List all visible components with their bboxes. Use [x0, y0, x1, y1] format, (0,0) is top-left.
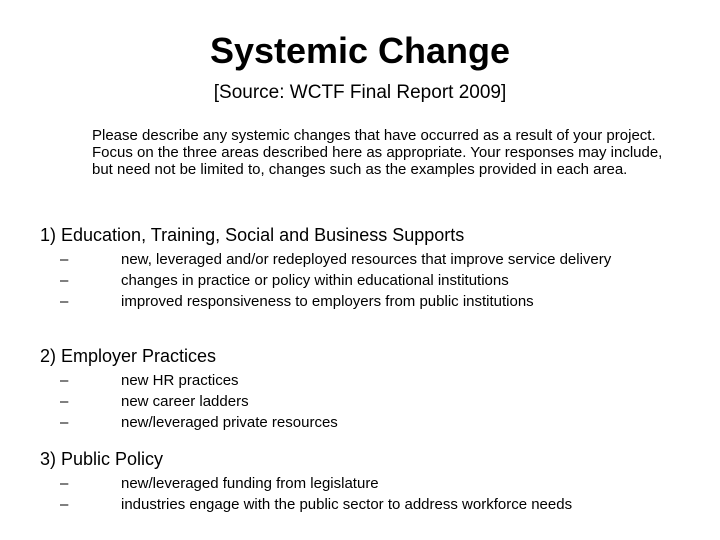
list-item	[40, 372, 621, 389]
section-heading: 2) Employer Practices	[40, 346, 217, 366]
list-item	[40, 293, 621, 310]
list-item	[40, 272, 621, 289]
section-heading: 1) Education, Training, Social and Business Supports	[40, 225, 465, 245]
dash-bullet: –	[60, 393, 69, 410]
section-public-policy	[40, 448, 680, 517]
dash-bullet: –	[60, 251, 69, 268]
bullet-list	[40, 475, 680, 513]
dash-bullet: –	[60, 496, 69, 513]
list-item-text: new/leveraged funding from legislature	[121, 475, 379, 492]
dash-bullet: –	[60, 372, 69, 389]
bullet-list	[40, 372, 680, 431]
list-item	[40, 251, 621, 268]
list-item-text: industries engage with the public sector to address workforce needs	[121, 496, 573, 513]
source-citation: [Source: WCTF Final Report 2009]	[213, 82, 507, 103]
section-heading: 3) Public Policy	[40, 449, 164, 469]
section-employer-practices	[40, 345, 680, 435]
list-item	[40, 393, 621, 410]
list-item	[40, 475, 621, 492]
list-item	[40, 414, 621, 431]
list-item	[40, 496, 621, 513]
intro-paragraph: Please describe any systemic changes that have occurred as a result of your project. Focus on the three areas described here as appropriate. Your responses may include, but need not be limited to, changes such as the examples provided in each area.	[92, 127, 663, 178]
slide-title: Systemic Change	[209, 30, 511, 71]
section-education-supports	[40, 224, 680, 314]
bullet-list	[40, 251, 680, 310]
dash-bullet: –	[60, 475, 69, 492]
dash-bullet: –	[60, 293, 69, 310]
list-item-text: new, leveraged and/or redeployed resources that improve service delivery	[121, 251, 612, 268]
list-item-text: improved responsiveness to employers from public institutions	[121, 293, 534, 310]
list-item-text: new career ladders	[121, 393, 249, 410]
list-item-text: new/leveraged private resources	[121, 414, 338, 431]
dash-bullet: –	[60, 272, 69, 289]
list-item-text: changes in practice or policy within educational institutions	[121, 272, 509, 289]
dash-bullet: –	[60, 414, 69, 431]
list-item-text: new HR practices	[121, 372, 239, 389]
